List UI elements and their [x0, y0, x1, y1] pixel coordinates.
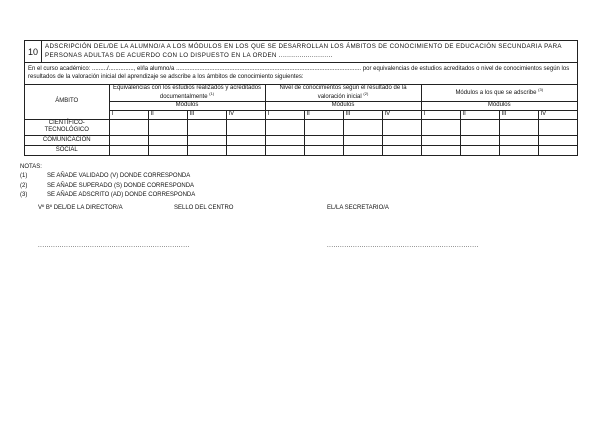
ambito-label: CIENTÍFICO-TECNOLÓGICO: [25, 119, 109, 135]
form-box: [24, 40, 578, 156]
table-cell[interactable]: [187, 145, 226, 155]
note-number: (3): [20, 191, 28, 198]
modulos-label: Módulos: [421, 101, 577, 110]
table-row: [25, 119, 577, 135]
note-item: [20, 182, 195, 191]
module-number: III: [499, 110, 538, 119]
note-text: SE AÑADE VALIDADO (V) DONDE CORRESPONDA: [47, 173, 191, 180]
note-text: SE AÑADE ADSCRITO (AD) DONDE CORRESPONDA: [47, 191, 196, 198]
table-cell[interactable]: [187, 119, 226, 135]
table-cell[interactable]: [460, 145, 499, 155]
table-cell[interactable]: [343, 145, 382, 155]
notes-heading: NOTAS:: [20, 164, 42, 170]
table-cell[interactable]: [148, 119, 187, 135]
module-number: I: [421, 110, 460, 119]
table-cell[interactable]: [460, 119, 499, 135]
table-cell[interactable]: [538, 145, 577, 155]
table-cell[interactable]: [382, 135, 421, 145]
note-text: SE AÑADE SUPERADO (S) DONDE CORRESPONDA: [47, 182, 195, 189]
module-number: III: [187, 110, 226, 119]
secretary-signature-line: ......................................................................: [327, 243, 479, 249]
table-cell[interactable]: [499, 119, 538, 135]
table-cell[interactable]: [304, 135, 343, 145]
table-cell[interactable]: [304, 145, 343, 155]
module-number: II: [460, 110, 499, 119]
table-row: [25, 145, 577, 155]
table-cell[interactable]: [109, 119, 148, 135]
form-intro: En el curso académico: ........./..............., el/la alumno/a ............................................................................................................... por equivalencias de estudios acreditados o nivel de conocimientos según los resultados de la valoración inicial del aprendizaje se adscribe a los ámbitos de conocimiento siguientes:: [25, 63, 577, 84]
table-cell[interactable]: [187, 135, 226, 145]
table-cell[interactable]: [148, 135, 187, 145]
table-cell[interactable]: [109, 145, 148, 155]
table-cell[interactable]: [421, 135, 460, 145]
table-cell[interactable]: [148, 145, 187, 155]
group-header-adscripcion: Módulos a los que se adscribe $^{(3)}$: [421, 85, 577, 102]
table-cell[interactable]: [109, 135, 148, 145]
note-item: [20, 191, 195, 200]
table-cell[interactable]: [421, 119, 460, 135]
ambito-label: COMUNICACIÓN: [25, 135, 109, 145]
table-row: [25, 135, 577, 145]
module-number: IV: [382, 110, 421, 119]
note-item: [20, 172, 195, 181]
module-number: IV: [538, 110, 577, 119]
table-cell[interactable]: [226, 145, 265, 155]
table-cell[interactable]: [460, 135, 499, 145]
table-cell[interactable]: [304, 119, 343, 135]
modulos-label: Módulos: [265, 101, 421, 110]
group-header-equivalencias: Equivalencias con los estudios realizados y acreditados documentalmente $^{(1)}$: [109, 85, 265, 102]
form-number: 10: [25, 41, 42, 62]
table-cell[interactable]: [226, 135, 265, 145]
note-number: (1): [20, 173, 28, 180]
group-header-nivel: Nivel de conocimientos según el resultado de la valoración inicial $^{(2)}$: [265, 85, 421, 102]
table-cell[interactable]: [499, 145, 538, 155]
table-cell[interactable]: [538, 135, 577, 145]
director-signature-line: ......................................................................: [38, 243, 190, 249]
note-number: (2): [20, 182, 28, 189]
table-cell[interactable]: [343, 135, 382, 145]
table-cell[interactable]: [382, 119, 421, 135]
ambito-header: ÁMBITO: [25, 85, 109, 120]
secretary-signature-label: EL/LA SECRETARIO/A: [327, 205, 389, 211]
table-cell[interactable]: [226, 119, 265, 135]
module-number: II: [148, 110, 187, 119]
form-title: ADSCRIPCIÓN DEL/DE LA ALUMNO/A A LOS MÓDULOS EN LOS QUE SE DESARROLLAN LOS ÁMBITOS DE CONOCIMIENTO DE EDUCACIÓN SECUNDARIA PARA PERSONAS ADULTAS DE ACUERDO CON LO DISPUESTO EN LA ORDEN ..........................: [45, 43, 562, 59]
form-header: [25, 41, 577, 63]
table-cell[interactable]: [265, 135, 304, 145]
seal-label: SELLO DEL CENTRO: [174, 205, 234, 211]
module-number: I: [265, 110, 304, 119]
module-number: I: [109, 110, 148, 119]
table-cell[interactable]: [265, 145, 304, 155]
table-cell[interactable]: [382, 145, 421, 155]
module-number: IV: [226, 110, 265, 119]
table-cell[interactable]: [421, 145, 460, 155]
table-cell[interactable]: [265, 119, 304, 135]
director-signature-label: Vº Bº DEL/DE LA DIRECTOR/A: [38, 205, 123, 211]
notes-section: [20, 163, 195, 200]
table-cell[interactable]: [343, 119, 382, 135]
table-cell[interactable]: [499, 135, 538, 145]
module-number: III: [343, 110, 382, 119]
module-number: II: [304, 110, 343, 119]
ambito-label: SOCIAL: [25, 145, 109, 155]
modulos-label: Módulos: [109, 101, 265, 110]
table-cell[interactable]: [538, 119, 577, 135]
ambitos-table: [25, 85, 577, 155]
